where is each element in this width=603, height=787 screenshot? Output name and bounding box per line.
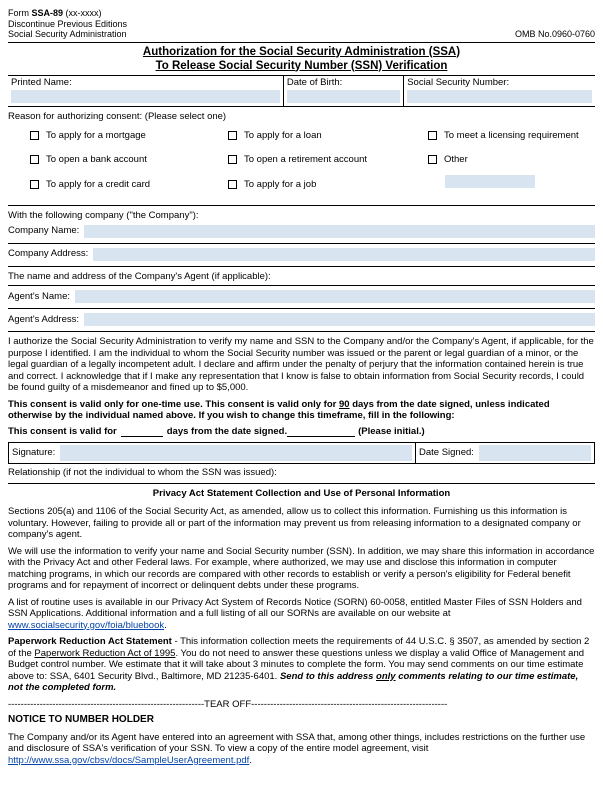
privacy-paragraph-3 <box>8 597 595 632</box>
relationship-label: Relationship (if not the individual to whom the SSN was issued): <box>8 467 277 478</box>
signature-cell <box>9 443 416 463</box>
reason-label: Reason for authorizing consent: (Please select one) <box>8 111 227 122</box>
agent-heading: The name and address of the Company's Agent (if applicable): <box>8 270 271 282</box>
licensing-label: To meet a licensing requirement <box>444 129 579 141</box>
signature-row <box>8 442 595 464</box>
initial-blank-input[interactable] <box>287 427 355 437</box>
credit-card-label: To apply for a credit card <box>46 178 151 190</box>
mortgage-label: To apply for a mortgage <box>46 129 146 141</box>
option-job[interactable] <box>228 179 428 191</box>
date-signed-input[interactable] <box>479 445 591 461</box>
valid-for-text: This consent is valid for <box>8 425 117 437</box>
valid-mid-text: days from the date signed. <box>166 425 288 437</box>
printed-name-cell <box>8 76 284 107</box>
printed-name-label: Printed Name: <box>11 76 72 88</box>
reason-column-3 <box>428 130 595 204</box>
discontinue-note: Discontinue Previous Editions <box>8 18 128 29</box>
please-initial-text: (Please initial.) <box>358 425 425 437</box>
option-other[interactable] <box>428 154 595 166</box>
ssn-label: Social Security Number: <box>407 76 510 88</box>
form-title-line2: To Release Social Security Number (SSN) Verification <box>155 59 448 72</box>
row-divider <box>8 285 595 286</box>
reason-column-2 <box>228 130 428 204</box>
signature-label: Signature: <box>12 447 56 459</box>
retirement-account-checkbox[interactable] <box>228 155 237 164</box>
ssn-cell <box>404 76 595 107</box>
relationship-row <box>8 464 595 484</box>
form-number-line <box>8 8 127 19</box>
section-divider <box>8 205 595 206</box>
dob-input[interactable] <box>287 90 400 103</box>
identity-table <box>8 75 595 108</box>
privacy-paragraph-2: We will use the information to verify your name and Social Security number (SSN). In addition, we may share this information in accordance with the Privacy Act and other Federal laws. For example, where authorized, we may use and disclose this information in computer matching programs, in which our records are compared with other records to establish or verify a person's eligibility for Federal benefit programs and for repayment of incorrect or delinquent debts under these programs. <box>8 545 595 591</box>
other-reason-input[interactable] <box>445 175 535 188</box>
credit-card-checkbox[interactable] <box>30 180 39 189</box>
row-divider <box>8 308 595 309</box>
dob-label: Date of Birth: <box>286 76 343 88</box>
privacy-act-title: Privacy Act Statement Collection and Use of Personal Information <box>152 487 451 499</box>
form-id-block <box>8 8 127 40</box>
tear-off-line <box>8 699 595 711</box>
row-divider <box>8 243 595 244</box>
printed-name-input[interactable] <box>11 90 280 103</box>
company-name-input[interactable] <box>84 225 595 238</box>
form-prefix: Form <box>8 8 32 18</box>
bank-account-label: To open a bank account <box>46 154 147 165</box>
loan-label: To apply for a loan <box>244 129 322 141</box>
agent-address-input[interactable] <box>84 313 595 326</box>
paperwork-reduction-statement <box>8 636 595 694</box>
tear-dashes-left: -------------------------------------------------------------- <box>8 698 205 710</box>
pra-text-1: - This information collection meets the requirements of 44 U.S.C. § 3507, as amended by section 2 of the <box>8 636 590 659</box>
option-retirement-account[interactable] <box>228 154 428 166</box>
pra-act-reference: Paperwork Reduction Act of 1995 <box>34 647 176 659</box>
agent-name-input[interactable] <box>75 290 595 303</box>
agency-name: Social Security Administration <box>8 29 127 39</box>
date-signed-label: Date Signed: <box>419 447 474 459</box>
consent-statement <box>8 399 595 422</box>
pra-text-2: . You do not need to answer these questions unless we display a valid Office of Management and Budget control number. We estimate that it will take about 3 minutes to complete the form. You may send comments on our time estimate above to: SSA, 6401 Security Blvd., Baltimore, MD 21235-6401. <box>8 647 585 682</box>
row-divider <box>8 266 595 267</box>
company-address-label: Company Address: <box>8 248 89 260</box>
notice-text <box>8 732 595 767</box>
mortgage-checkbox[interactable] <box>30 131 39 140</box>
company-address-row <box>8 246 595 264</box>
retirement-account-label: To open a retirement account <box>244 154 368 165</box>
job-label: To apply for a job <box>244 178 317 190</box>
days-blank-input[interactable] <box>121 427 163 437</box>
form-number: SSA-89 <box>31 8 64 18</box>
consent-90-days: 90 <box>338 398 350 410</box>
agent-address-label: Agent's Address: <box>8 313 79 325</box>
reason-options <box>8 125 595 204</box>
consent-part1: This consent is valid only for one-time use. This consent is valid only for <box>8 398 339 410</box>
agent-name-row <box>8 288 595 306</box>
header-divider <box>8 42 595 43</box>
agent-name-label: Agent's Name: <box>8 290 71 302</box>
notice-body: The Company and/or its Agent have entered into an agreement with SSA that, among other things, includes restrictions on the further use and disclosure of SSA's verification of your SSN. To view a copy of the entire model agreement, visit <box>8 731 586 754</box>
bluebook-link[interactable]: www.socialsecurity.gov/foia/bluebook <box>8 619 165 631</box>
option-mortgage[interactable] <box>30 130 228 142</box>
routine-uses-text: A list of routine uses is available in our Privacy Act System of Records Notice (SORN) 60-0058, entitled Master Files of SSN Holders and SSN Applications. Additional information and a full listing of all our SORNs are available on our website at <box>8 596 582 619</box>
form-title-line1: Authorization for the Social Security Administration (SSA) <box>142 45 461 58</box>
notice-end: . <box>249 754 252 766</box>
tear-off-label: TEAR OFF <box>204 698 252 710</box>
other-checkbox[interactable] <box>428 155 437 164</box>
form-header <box>8 8 595 40</box>
signature-input[interactable] <box>60 445 412 461</box>
agent-address-row <box>8 311 595 329</box>
routine-uses-end: . <box>164 619 167 631</box>
row-divider <box>8 331 595 332</box>
pra-emphasis-1: Send to this address <box>279 670 377 682</box>
form-suffix: (xx-xxxx) <box>63 8 102 18</box>
other-label: Other <box>444 154 468 165</box>
company-address-input[interactable] <box>93 248 595 261</box>
tear-dashes-right: -------------------------------------------------------------- <box>251 698 448 710</box>
model-agreement-link[interactable]: http://www.ssa.gov/cbsv/docs/SampleUserAgreement.pdf <box>8 754 250 766</box>
pra-emphasis-only: only <box>376 670 396 682</box>
form-title <box>8 45 595 73</box>
company-name-label: Company Name: <box>8 225 80 237</box>
pra-emphasis-2: comments relating to our time estimate, not the completed form. <box>8 670 579 693</box>
job-checkbox[interactable] <box>228 180 237 189</box>
loan-checkbox[interactable] <box>228 131 237 140</box>
company-heading: With the following company ("the Company"): <box>8 210 199 221</box>
notice-title: NOTICE TO NUMBER HOLDER <box>8 714 154 725</box>
consent-valid-line <box>8 426 595 438</box>
consent-part2: days from the date signed, unless indicated otherwise by the individual named above. If you wish to change this timeframe, fill in the following: <box>8 398 550 421</box>
authorization-statement: I authorize the Social Security Administration to verify my name and SSN to the Company and/or the Company's Agent, if applicable, for the purpose I identified. I am the individual to whom the Social Security number was issued or the parent or legal guardian of a minor, or the legal guardian of a legally incompetent adult. I declare and affirm under the penalty of perjury that the information contained herein is true and correct. I acknowledge that if I make any representation that I know is false to obtain information from Social Security records, I could be found guilty of a misdemeanor and fined up to $5,000. <box>8 336 594 393</box>
option-licensing[interactable] <box>428 130 595 142</box>
bank-account-checkbox[interactable] <box>30 155 39 164</box>
option-credit-card[interactable] <box>30 179 228 191</box>
option-bank-account[interactable] <box>30 154 228 166</box>
pra-bold-lead: Paperwork Reduction Act Statement <box>8 636 172 647</box>
omb-number: OMB No.0960-0760 <box>514 29 595 39</box>
privacy-paragraph-1: Sections 205(a) and 1106 of the Social Security Act, as amended, allow us to collect this information. Furnishing us this information is voluntary. However, failing to provide all or part of the information may prevent us from releasing information to a designated company or company's agent. <box>8 506 581 540</box>
reason-column-1 <box>30 130 228 204</box>
company-name-row <box>8 223 595 241</box>
ssn-input[interactable] <box>407 90 592 103</box>
dob-cell <box>284 76 404 107</box>
licensing-checkbox[interactable] <box>428 131 437 140</box>
option-loan[interactable] <box>228 130 428 142</box>
date-signed-cell <box>416 443 594 463</box>
